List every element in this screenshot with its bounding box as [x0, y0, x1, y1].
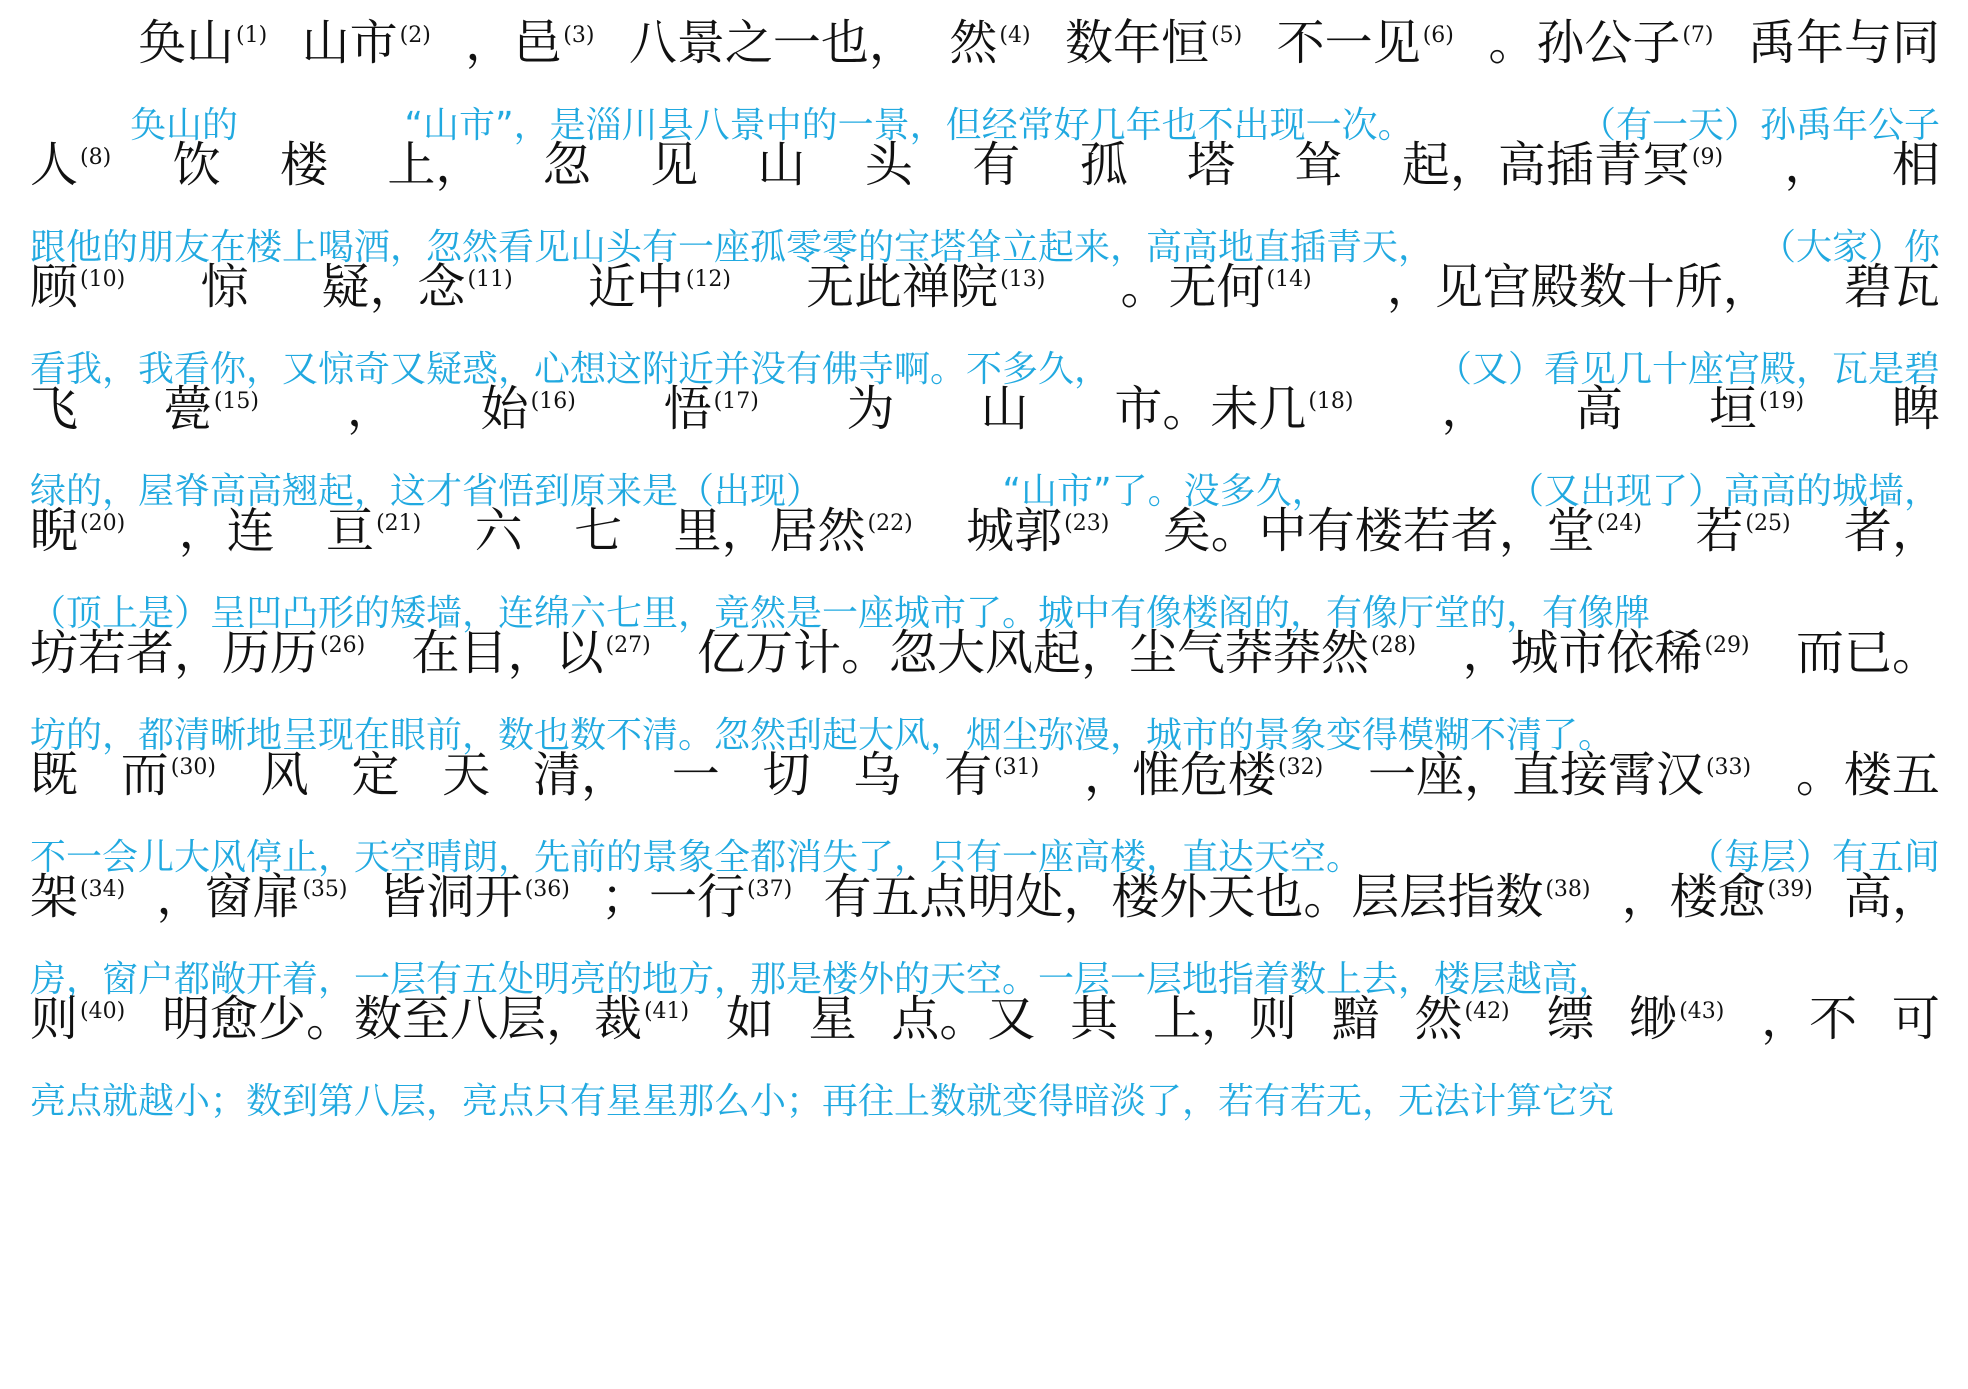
footnote-marker: (42): [1464, 999, 1510, 1024]
original-segment: [411, 622, 652, 684]
original-segment: [949, 12, 1032, 74]
footnote-marker: (26): [320, 633, 366, 658]
original-segment: [650, 134, 698, 196]
footnote-marker: (24): [1596, 511, 1642, 536]
footnote-marker: (6): [1422, 23, 1454, 48]
original-segment: [966, 500, 1111, 562]
original-segment: [1629, 988, 1726, 1050]
original-segment: [1387, 256, 1771, 318]
original-segment: [664, 378, 761, 440]
original-segment: [763, 744, 811, 806]
original-segment: [1892, 378, 1940, 440]
original-segment-text: 亘: [326, 503, 375, 559]
original-segment-text: 城郭: [966, 503, 1063, 559]
footnote-marker: (33): [1705, 755, 1752, 780]
footnote-marker: (4): [999, 23, 1031, 48]
original-segment-text: 黯: [1331, 991, 1380, 1047]
original-segment-text: 奂山: [138, 15, 235, 71]
original-segment-text: 风: [260, 747, 309, 803]
original-segment: [1065, 12, 1244, 74]
footnote-marker: (9): [1691, 145, 1724, 170]
original-segment-text: 塔: [1187, 137, 1236, 193]
original-segment-text: ，: [346, 381, 395, 437]
original-segment-text: 亿万计。忽大风起，尘气莽莽然: [696, 625, 1369, 681]
original-segment: [1070, 988, 1118, 1050]
footnote-marker: (35): [302, 877, 348, 902]
original-segment-text: 惊: [200, 259, 249, 315]
footnote-marker: (30): [170, 755, 216, 780]
original-segment-text: 为: [846, 381, 895, 437]
original-segment-text: ，不: [1761, 991, 1858, 1047]
original-segment: [326, 500, 423, 562]
original-segment: [1844, 256, 1940, 318]
original-segment-text: 。孙公子: [1488, 15, 1681, 71]
original-segment: [1080, 134, 1128, 196]
original-segment-text: 不一见: [1276, 15, 1421, 71]
text-pair: [30, 134, 1940, 272]
translation-segment: （顶上是）呈凹凸形的矮墙，连绵六七里，竟然是一座城市了。城中有像楼阁的，有像厅堂的，有像牌: [30, 593, 1651, 634]
translation-segment: “山市”，是淄川县八景中的一景，但经常好几年也不出现一次。: [404, 105, 1414, 146]
original-segment-text: 则: [30, 991, 79, 1047]
original-segment: [809, 988, 857, 1050]
original-segment-text: ，: [1441, 381, 1490, 437]
original-segment-text: 七: [574, 503, 623, 559]
translation-segment: （大家）你: [1759, 227, 1940, 268]
translation-segment: 奂山的: [130, 105, 239, 146]
original-segment-text: 楼: [279, 137, 328, 193]
original-text-line: [30, 256, 1940, 318]
original-segment-text: 可: [1891, 991, 1940, 1047]
footnote-marker: (20): [80, 511, 126, 536]
original-segment-text: ，邑: [465, 15, 562, 71]
original-segment-text: ，连: [178, 503, 275, 559]
original-segment: [1784, 134, 1832, 196]
original-segment-text: 始: [480, 381, 529, 437]
text-pair: [30, 622, 1940, 760]
text-pair: [30, 378, 1940, 516]
footnote-marker: (37): [747, 877, 793, 902]
footnote-marker: (1): [236, 23, 268, 48]
translation-segment: 看我，我看你，又惊奇又疑惑，心想这附近并没有佛寺啊。不多久，: [30, 349, 1111, 390]
original-segment-text: 而: [120, 747, 169, 803]
original-segment: [475, 500, 523, 562]
original-segment-text: 无此禅院: [806, 259, 999, 315]
original-segment: [1402, 134, 1725, 196]
original-segment: [1761, 988, 1857, 1050]
original-segment-text: 缥: [1546, 991, 1595, 1047]
translation-segment: “山市”了。没多久，: [1002, 471, 1328, 512]
footnote-marker: (19): [1758, 389, 1805, 414]
original-segment: [30, 256, 127, 318]
original-segment-text: 头: [864, 137, 913, 193]
original-segment: [972, 134, 1020, 196]
footnote-marker: (25): [1745, 511, 1791, 536]
original-segment-text: 悟: [663, 381, 712, 437]
footnote-marker: (39): [1767, 877, 1813, 902]
original-segment-text: 既: [30, 747, 79, 803]
original-segment-text: 天: [442, 747, 491, 803]
original-segment-text: 。无何: [1120, 259, 1265, 315]
original-segment: [347, 378, 395, 440]
original-segment-text: 禹年与同: [1747, 15, 1940, 71]
original-segment: [1294, 134, 1342, 196]
original-segment-text: 顾: [30, 259, 79, 315]
translation-segment: 房，窗户都敞开着，一层有五处明亮的地方，那是楼外的天空。一层一层地指着数上去，楼层越高，: [30, 959, 1615, 1000]
original-segment: [30, 744, 78, 806]
original-segment: [1414, 988, 1511, 1050]
original-segment-text: 乌: [853, 747, 902, 803]
original-segment: [164, 378, 261, 440]
original-segment: [1120, 256, 1313, 318]
original-segment: [672, 744, 720, 806]
original-segment-text: 疑，念: [321, 259, 466, 315]
original-text-line: [30, 500, 1940, 562]
footnote-marker: (13): [1000, 267, 1046, 292]
original-segment: [1892, 988, 1940, 1050]
original-segment: [853, 744, 901, 806]
original-segment: [30, 988, 127, 1050]
original-segment: [387, 134, 483, 196]
original-segment-text: 见: [650, 137, 699, 193]
footnote-marker: (23): [1064, 511, 1110, 536]
original-segment: [674, 500, 915, 562]
original-segment: [302, 12, 433, 74]
footnote-marker: (36): [524, 877, 570, 902]
original-text-line: [30, 134, 1940, 196]
footnote-marker: (22): [867, 511, 913, 536]
original-segment: [1277, 12, 1456, 74]
original-segment: [891, 988, 1035, 1050]
original-segment: [173, 134, 221, 196]
text-pair: [30, 866, 1940, 1004]
original-segment: [533, 744, 629, 806]
original-segment-text: ，惟危楼: [1084, 747, 1277, 803]
translation-segment: 不一会儿大风停止，天空晴朗，先前的景象全都消失了，只有一座高楼，直达天空。: [30, 837, 1363, 878]
original-segment-text: 如: [725, 991, 774, 1047]
original-text-line: [30, 12, 1940, 74]
footnote-marker: (12): [685, 267, 731, 292]
original-segment-text: 定: [351, 747, 400, 803]
original-segment: [1796, 744, 1940, 806]
original-segment-text: 山: [757, 137, 806, 193]
translation-segment: 亮点就越小；数到第八层，亮点只有星星那么小；再往上数就变得暗淡了，若有若无，无法计算它究: [30, 1081, 1615, 1122]
original-segment-text: 清，: [533, 747, 630, 803]
footnote-marker: (27): [605, 633, 651, 658]
original-segment: [806, 256, 1047, 318]
footnote-marker: (14): [1266, 267, 1312, 292]
original-segment: [1709, 378, 1806, 440]
original-segment: [179, 500, 275, 562]
text-pair: [30, 256, 1940, 394]
original-segment-text: ，: [1784, 137, 1833, 193]
translation-segment: （又出现了）高高的城墙，: [1507, 471, 1940, 512]
original-segment-text: 星: [808, 991, 857, 1047]
footnote-marker: (34): [80, 877, 126, 902]
original-segment-text: 有: [944, 747, 993, 803]
original-segment: [442, 744, 490, 806]
original-segment-text: 有五点明处，楼外天也。层层指数: [823, 869, 1544, 925]
original-segment-text: 若: [1695, 503, 1744, 559]
footnote-marker: (2): [399, 23, 431, 48]
original-segment-text: 一座，直接霄汉: [1367, 747, 1704, 803]
original-segment-text: 有: [972, 137, 1021, 193]
footnote-marker: (7): [1682, 23, 1714, 48]
original-segment: [30, 500, 127, 562]
original-segment: [1546, 988, 1594, 1050]
original-segment: [1084, 744, 1325, 806]
original-segment: [588, 256, 733, 318]
translation-segment: 跟他的朋友在楼上喝酒，忽然看见山头有一座孤零零的宝塔耸立起来，高高地直插青天，: [30, 227, 1435, 268]
original-segment-text: 而已。: [1795, 625, 1940, 681]
original-segment: [1114, 378, 1355, 440]
original-segment: [1368, 744, 1753, 806]
original-segment: [865, 134, 913, 196]
original-segment-text: 上，: [387, 137, 484, 193]
footnote-marker: (18): [1308, 389, 1354, 414]
original-segment: [351, 744, 399, 806]
translation-segment: 绿的，屋脊高高翘起，这才省悟到原来是（出现）: [30, 471, 823, 512]
original-segment-text: 高: [1575, 381, 1624, 437]
footnote-marker: (43): [1679, 999, 1725, 1024]
original-segment-text: ，窗扉: [156, 869, 301, 925]
original-segment-text: 耸: [1294, 137, 1343, 193]
footnote-marker: (21): [376, 511, 422, 536]
original-segment-text: 睨: [30, 503, 79, 559]
original-segment: [156, 866, 349, 928]
original-segment-text: ，城市依稀: [1462, 625, 1703, 681]
original-segment: [574, 500, 622, 562]
original-segment-text: 明愈少。数至八层，裁: [161, 991, 642, 1047]
original-segment: [1844, 500, 1940, 562]
footnote-marker: (11): [467, 267, 513, 292]
original-segment-text: 矣。中有楼若者，堂: [1162, 503, 1595, 559]
original-segment: [697, 622, 1418, 684]
original-segment: [30, 134, 113, 196]
original-segment: [1796, 622, 1940, 684]
original-segment-text: 然: [1414, 991, 1463, 1047]
translation-segment: （又）看见几十座宫殿，瓦是碧: [1435, 349, 1940, 390]
footnote-marker: (5): [1211, 23, 1243, 48]
original-segment-text: 近中: [587, 259, 684, 315]
original-segment: [1163, 500, 1644, 562]
original-segment-text: 其: [1070, 991, 1119, 1047]
footnote-marker: (41): [643, 999, 690, 1024]
original-segment: [162, 988, 691, 1050]
translation-line: [30, 1078, 1940, 1126]
original-segment: [138, 12, 269, 74]
footnote-marker: (29): [1704, 633, 1750, 658]
original-segment: [1748, 12, 1940, 74]
original-segment-text: 起，高插青冥: [1401, 137, 1690, 193]
footnote-marker: (28): [1370, 633, 1417, 658]
original-segment-text: 垣: [1708, 381, 1757, 437]
original-text-line: [30, 744, 1940, 806]
original-segment-text: 六: [474, 503, 523, 559]
original-text-line: [30, 622, 1940, 684]
translation-segment: （每层）有五间: [1687, 837, 1940, 878]
original-segment-text: 切: [762, 747, 811, 803]
original-segment: [280, 134, 328, 196]
footnote-marker: (16): [530, 389, 576, 414]
original-segment-text: 飞: [30, 381, 79, 437]
translation-segment: 坊的，都清晰地呈现在眼前，数也数不清。忽然刮起大风，烟尘弥漫，城市的景象变得模糊不清了。: [30, 715, 1615, 756]
footnote-marker: (3): [563, 23, 595, 48]
original-segment-text: 山: [980, 381, 1029, 437]
translation-segment: （有一天）孙禹年公子: [1579, 105, 1940, 146]
footnote-marker: (15): [213, 389, 260, 414]
original-segment-text: 然: [949, 15, 998, 71]
original-segment: [944, 744, 1041, 806]
original-segment-text: 缈: [1629, 991, 1678, 1047]
original-segment-text: 上，则: [1152, 991, 1297, 1047]
original-segment: [379, 866, 572, 928]
original-segment-text: 忽: [542, 137, 591, 193]
original-segment: [1575, 378, 1623, 440]
original-segment-text: 碧瓦: [1843, 259, 1940, 315]
original-segment: [629, 12, 917, 74]
text-pair: [30, 744, 1940, 882]
footnote-marker: (32): [1278, 755, 1324, 780]
original-segment: [1332, 988, 1380, 1050]
original-segment-text: 架: [30, 869, 79, 925]
original-segment: [1441, 378, 1489, 440]
original-segment: [261, 744, 309, 806]
original-segment-text: 数年恒: [1065, 15, 1210, 71]
original-segment-text: ；一行: [600, 869, 745, 925]
original-text-line: [30, 866, 1940, 928]
original-segment: [1187, 134, 1235, 196]
original-segment-text: 。楼五: [1795, 747, 1940, 803]
footnote-marker: (40): [80, 999, 126, 1024]
original-segment-text: 八景之一也，: [628, 15, 917, 71]
original-segment-text: 人: [30, 137, 79, 193]
original-segment-text: 睥: [1891, 381, 1940, 437]
original-segment: [1488, 12, 1715, 74]
footnote-marker: (10): [80, 267, 126, 292]
original-segment: [121, 744, 218, 806]
original-segment: [726, 988, 774, 1050]
footnote-marker: (8): [80, 145, 112, 170]
original-segment-text: 在目，以: [411, 625, 604, 681]
original-segment-text: 相: [1891, 137, 1940, 193]
original-segment: [823, 866, 1592, 928]
original-text-line: [30, 988, 1940, 1050]
original-segment-text: 山市: [301, 15, 398, 71]
original-segment: [481, 378, 578, 440]
original-segment: [200, 256, 248, 318]
original-segment: [847, 378, 895, 440]
text-pair: [30, 988, 1940, 1126]
original-segment: [1695, 500, 1792, 562]
original-segment: [543, 134, 591, 196]
text-pair: [30, 12, 1940, 150]
original-segment-text: 饮: [172, 137, 221, 193]
original-segment: [30, 622, 367, 684]
footnote-marker: (31): [994, 755, 1040, 780]
original-segment-text: 甍: [163, 381, 212, 437]
original-segment: [1622, 866, 1815, 928]
original-segment: [601, 866, 794, 928]
footnote-marker: (38): [1545, 877, 1591, 902]
original-segment-text: ，楼愈: [1621, 869, 1766, 925]
original-segment: [321, 256, 514, 318]
original-segment: [1462, 622, 1751, 684]
original-segment: [758, 134, 806, 196]
original-segment-text: 一: [671, 747, 720, 803]
original-segment-text: 者，: [1843, 503, 1940, 559]
original-segment-text: 市。未几: [1114, 381, 1307, 437]
original-segment-text: 里，居然: [673, 503, 866, 559]
original-segment-text: 皆洞开: [378, 869, 523, 925]
original-text-line: [30, 378, 1940, 440]
original-segment: [30, 378, 78, 440]
original-segment-text: 坊若者，历历: [30, 625, 319, 681]
original-segment: [465, 12, 596, 74]
original-segment-text: 点。又: [891, 991, 1036, 1047]
footnote-marker: (17): [713, 389, 759, 414]
original-segment: [1153, 988, 1297, 1050]
original-segment-text: 孤: [1079, 137, 1128, 193]
original-segment: [30, 866, 127, 928]
original-segment: [1844, 866, 1940, 928]
original-segment-text: 高，: [1843, 869, 1940, 925]
original-segment: [980, 378, 1028, 440]
original-segment-text: ，见宫殿数十所，: [1386, 259, 1771, 315]
text-pair: [30, 500, 1940, 638]
original-segment: [1892, 134, 1940, 196]
